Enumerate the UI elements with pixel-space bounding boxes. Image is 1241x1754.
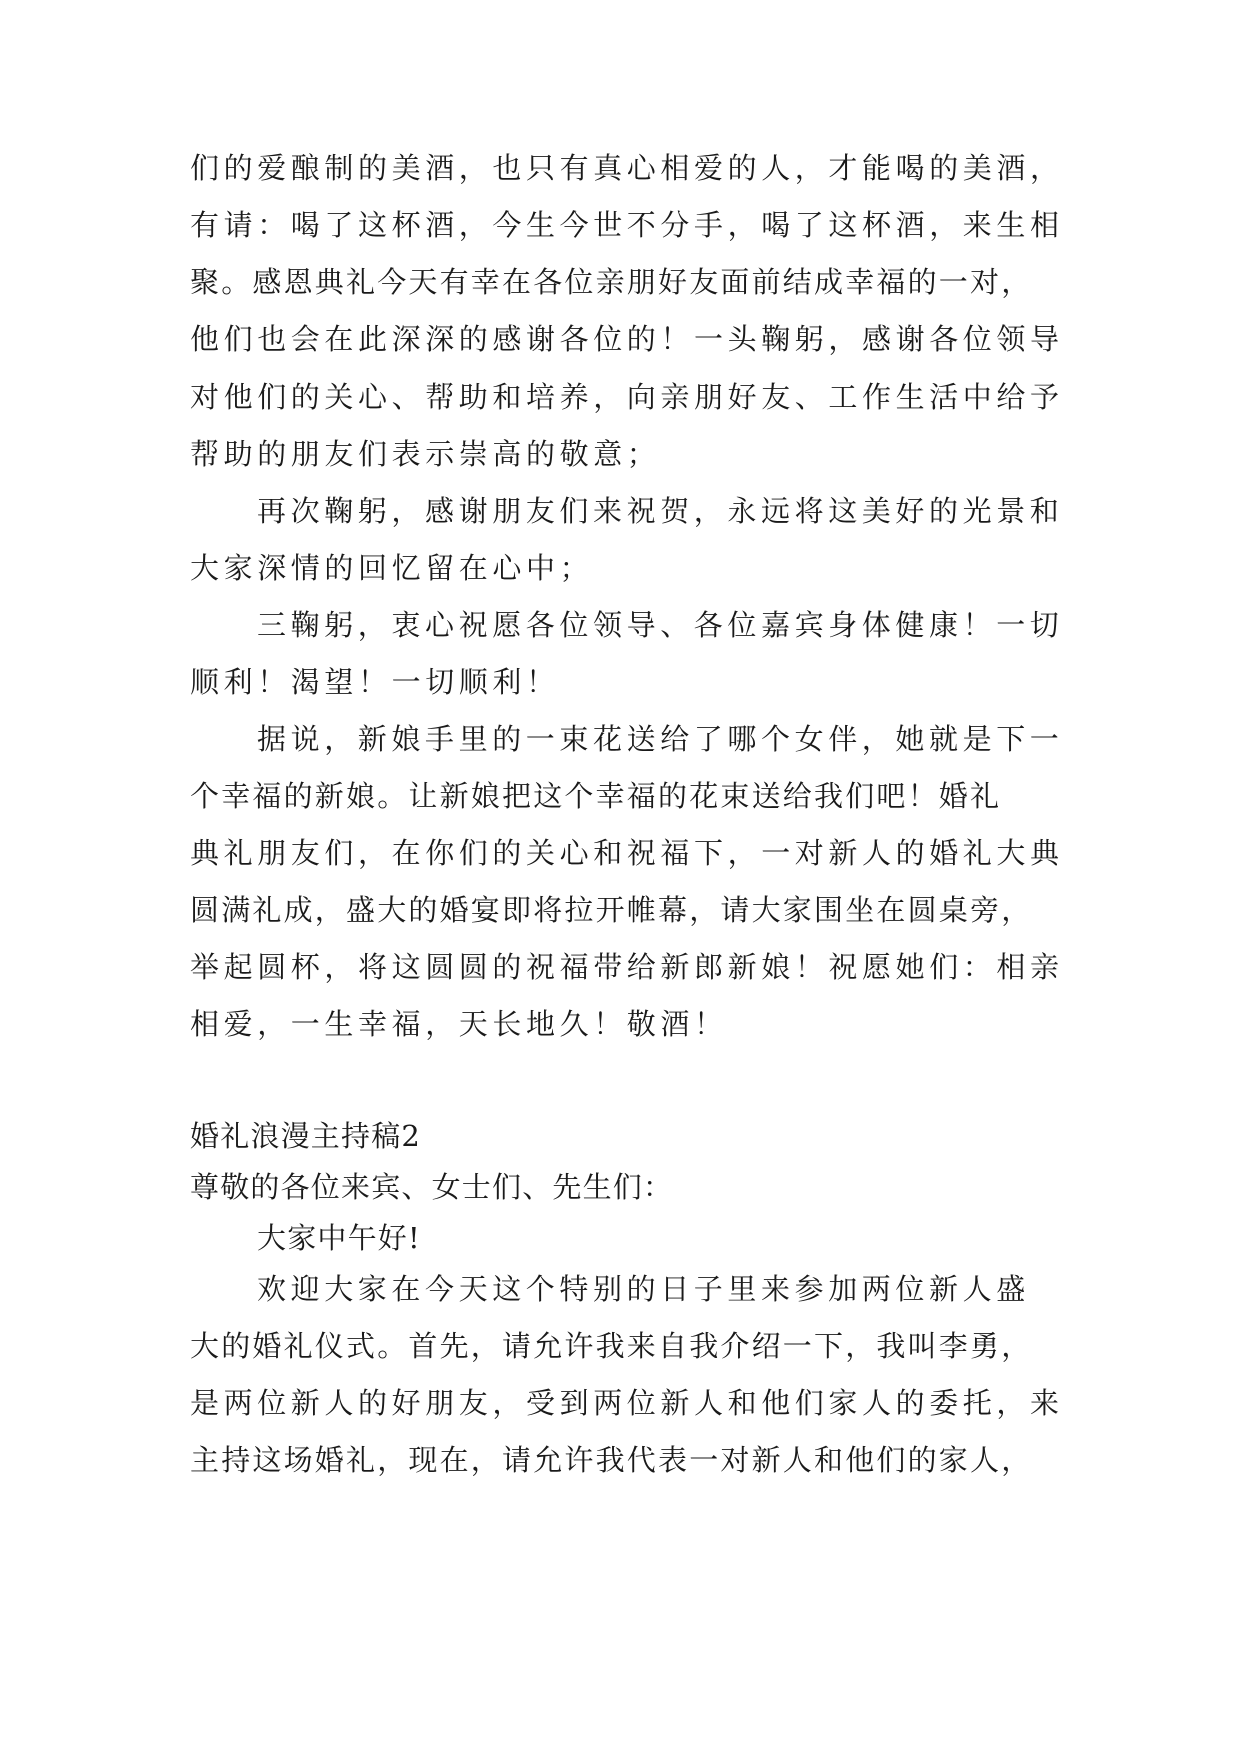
- paragraph-line: 大的婚礼仪式。首先，请允许我来自我介绍一下，我叫李勇，: [190, 1329, 1033, 1363]
- section-heading: 婚礼浪漫主持稿2: [190, 1119, 422, 1153]
- paragraph-line: 举起圆杯，将这圆圆的祝福带给新郎新娘！祝愿她们：相亲: [190, 950, 1064, 984]
- paragraph-line: 再次鞠躬，感谢朋友们来祝贺，永远将这美好的光景和: [257, 494, 1064, 528]
- paragraph-line: 是两位新人的好朋友，受到两位新人和他们家人的委托，来: [190, 1386, 1064, 1420]
- paragraph-line: 顺利！渴望！一切顺利！: [190, 665, 560, 699]
- paragraph-line: 大家深情的回忆留在心中；: [190, 551, 594, 585]
- paragraph-line: 聚。感恩典礼今天有幸在各位亲朋好友面前结成幸福的一对，: [190, 265, 1033, 299]
- paragraph-line: 他们也会在此深深的感谢各位的！一头鞠躬，感谢各位领导: [190, 322, 1064, 356]
- paragraph-line: 们的爱酿制的美酒，也只有真心相爱的人，才能喝的美酒，: [190, 151, 1064, 185]
- paragraph-line: 三鞠躬，衷心祝愿各位领导、各位嘉宾身体健康！一切: [257, 608, 1064, 642]
- paragraph-line: 个幸福的新娘。让新娘把这个幸福的花束送给我们吧！婚礼: [190, 779, 1002, 813]
- paragraph-line: 欢迎大家在今天这个特别的日子里来参加两位新人盛: [257, 1272, 1030, 1306]
- paragraph-line: 主持这场婚礼，现在，请允许我代表一对新人和他们的家人，: [190, 1443, 1033, 1477]
- paragraph-line: 对他们的关心、帮助和培养，向亲朋好友、工作生活中给予: [190, 380, 1064, 414]
- salutation-line: 尊敬的各位来宾、女士们、先生们：: [190, 1170, 674, 1204]
- paragraph-line: 帮助的朋友们表示崇高的敬意；: [190, 437, 661, 471]
- paragraph-line: 有请：喝了这杯酒，今生今世不分手，喝了这杯酒，来生相: [190, 208, 1064, 242]
- paragraph-line: 典礼朋友们，在你们的关心和祝福下，一对新人的婚礼大典: [190, 836, 1064, 870]
- paragraph-line: 据说，新娘手里的一束花送给了哪个女伴，她就是下一: [257, 722, 1064, 756]
- greeting-line: 大家中午好!: [257, 1221, 421, 1255]
- paragraph-line: 圆满礼成，盛大的婚宴即将拉开帷幕，请大家围坐在圆桌旁，: [190, 893, 1033, 927]
- paragraph-line: 相爱，一生幸福，天长地久！敬酒！: [190, 1007, 728, 1041]
